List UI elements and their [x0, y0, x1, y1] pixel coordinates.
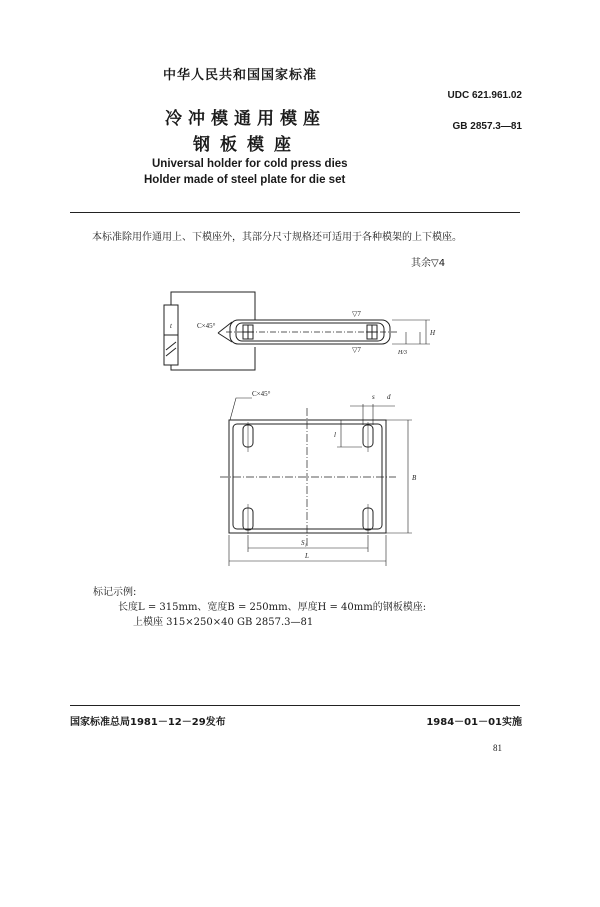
- surface-rest-note: 其余▽4: [411, 258, 446, 269]
- title-cn-line2: 钢板模座: [193, 135, 301, 155]
- dim-s: s: [372, 393, 375, 401]
- title-en-line1: Universal holder for cold press dies: [152, 158, 348, 170]
- dim-l: l: [334, 431, 336, 439]
- implemented-date: 1984－01－01实施: [426, 717, 522, 728]
- page-number: 81: [493, 743, 502, 753]
- surface-top: ▽7: [352, 310, 361, 318]
- dim-L: L: [305, 552, 309, 560]
- intro-text: 本标准除用作通用上、下模座外，其部分尺寸规格还可适用于各种模架的上下模座。: [92, 232, 462, 243]
- footer-rule: [70, 705, 520, 706]
- standard-org: 中华人民共和国国家标准: [163, 68, 318, 83]
- dim-H-tol: H/3: [398, 350, 407, 356]
- example-label: 标记示例:: [93, 587, 137, 598]
- dim-d: d: [387, 393, 391, 401]
- dim-B: B: [412, 474, 417, 482]
- dim-t: t: [170, 322, 172, 330]
- chamfer-label: C×45°: [197, 322, 216, 330]
- title-cn-line1: 冷冲模通用模座: [165, 109, 326, 129]
- surface-bottom: ▽7: [352, 346, 361, 354]
- example-line2: 上模座 315×250×40 GB 2857.3—81: [133, 617, 314, 628]
- title-en-line2: Holder made of steel plate for die set: [144, 174, 346, 186]
- gb-number: GB 2857.3—81: [452, 121, 522, 132]
- chamfer-label-plan: C×45°: [252, 390, 271, 398]
- issued-date: 国家标准总局1981－12－29发布: [70, 717, 226, 728]
- example-line1: 长度L = 315mm、宽度B = 250mm、厚度H = 40mm的钢板模座:: [118, 602, 427, 613]
- dim-S1: S₁: [301, 539, 307, 547]
- dim-H: H: [430, 329, 436, 337]
- udc-number: UDC 621.961.02: [447, 90, 522, 101]
